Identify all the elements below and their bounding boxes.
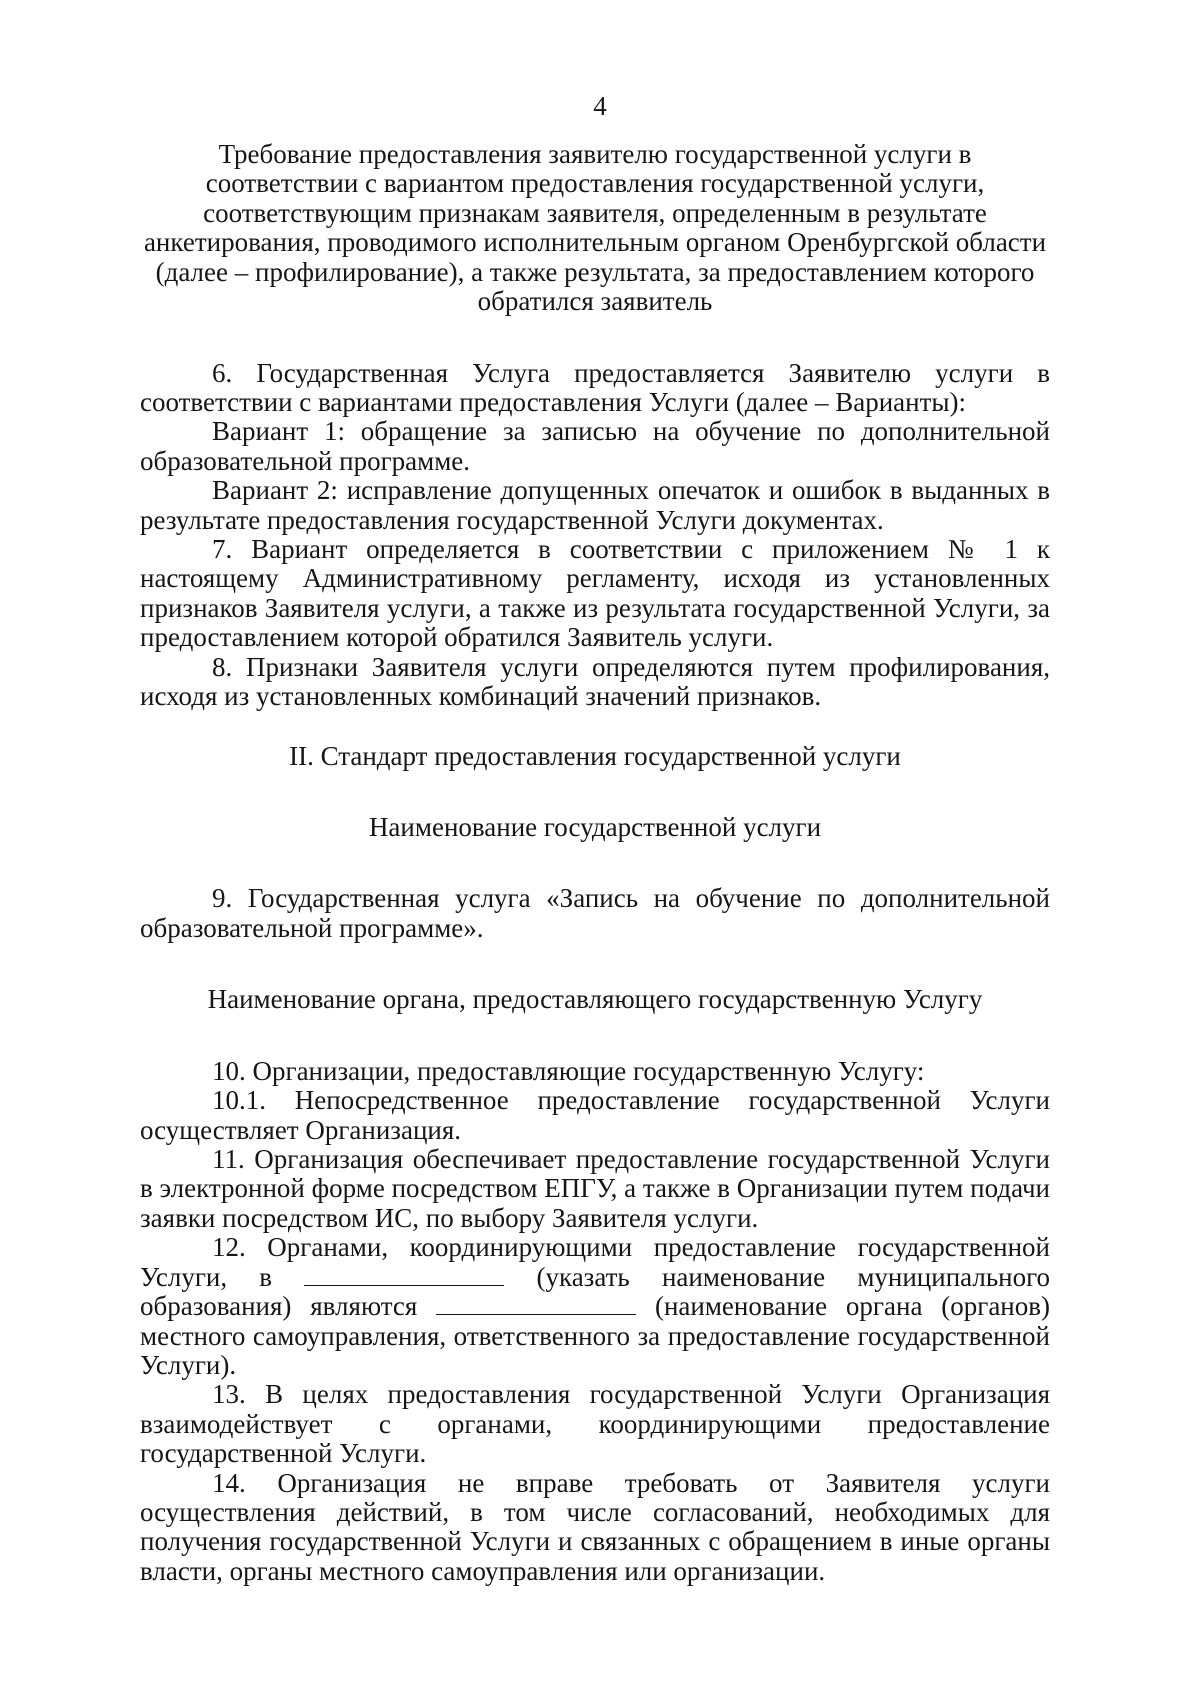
paragraph-8: 8. Признаки Заявителя услуги определяются путем профилирования, исходя из установленных комбинаций значений признаков. (140, 651, 1050, 712)
blank-line-organ (436, 1296, 636, 1315)
page-number: 4 (593, 91, 607, 121)
spacer (140, 842, 1050, 884)
paragraph-variant-1: Вариант 1: обращение за записью на обучение по дополнительной образовательной программе. (140, 416, 1050, 476)
spacer (140, 317, 1050, 359)
paragraph-10-1: 10.1. Непосредственное предоставление государственной Услуги осуществляет Организация. (140, 1085, 1050, 1145)
subheading-service-name: Наименование государственной услуги (368, 812, 822, 843)
paragraph-variant-2: Вариант 2: исправление допущенных опечаток и ошибок в выданных в результате предоставления государственной Услуги документах. (140, 475, 1050, 535)
paragraph-13: 13. В целях предоставления государственной Услуги Организация взаимодействует с органами, координирующими предоставление государственной Услуги. (140, 1379, 1050, 1469)
section-title: II. Стандарт предоставления государственной услуги (289, 740, 901, 771)
paragraph-10: 10. Организации, предоставляющие государственную Услугу: (212, 1055, 925, 1086)
spacer (140, 771, 1050, 813)
paragraph-7: 7. Вариант определяется в соответствии с приложением № 1 к настоящему Административному регламенту, исходя из установленных признаков Заявителя услуги, а также из результата государственной Услуги, за предоставлением которой обратился Заявитель услуги. (140, 534, 1050, 653)
blank-line-municipality (304, 1267, 504, 1286)
paragraph-9: 9. Государственная услуга «Запись на обучение по дополнительной образовательной программе». (140, 883, 1050, 943)
paragraph-11: 11. Организация обеспечивает предоставление государственной Услуги в электронной форме посредством ЕПГУ, а также в Организации путем подачи заявки посредством ИС, по выбору Заявителя услуги. (140, 1143, 1050, 1233)
spacer (140, 1015, 1050, 1057)
subheading-organ: Наименование органа, предоставляющего государственную Услугу (207, 984, 983, 1015)
paragraph-6: 6. Государственная Услуга предоставляется Заявителю услуги в соответствии с вариантами предоставления Услуги (далее – Варианты): (140, 357, 1050, 417)
paragraph-12-part-1: 12. Органами, координирующими предоставление государственной Услуги, в (140, 1232, 1050, 1292)
document-body (140, 140, 1050, 1586)
paragraph-12 (140, 1233, 1050, 1380)
paragraph-12-part-2: (указать наименование муниципального образования) являются (140, 1261, 1051, 1322)
paragraph-14: 14. Организация не вправе требовать от Заявителя услуги осуществления действий, в том числе согласований, необходимых для получения государственной Услуги и связанных с обращением в иные органы власти, органы местного самоуправления или организации. (140, 1467, 1050, 1586)
spacer (140, 943, 1050, 985)
paragraph-12-part-3: (наименование органа (органов) местного самоуправления, ответственного за предоставление государственной Услуги). (140, 1291, 1050, 1380)
spacer (140, 712, 1050, 742)
requirement-heading: Требование предоставления заявителю государственной услуги в соответствии с вариантом предоставления государственной услуги, соответствующим признакам заявителя, определенным в результате анкетирования, проводимого исполнительным органом Оренбургской области (далее – профилирование), а также результата, за предоставлением которого обратился заявитель (143, 139, 1047, 317)
